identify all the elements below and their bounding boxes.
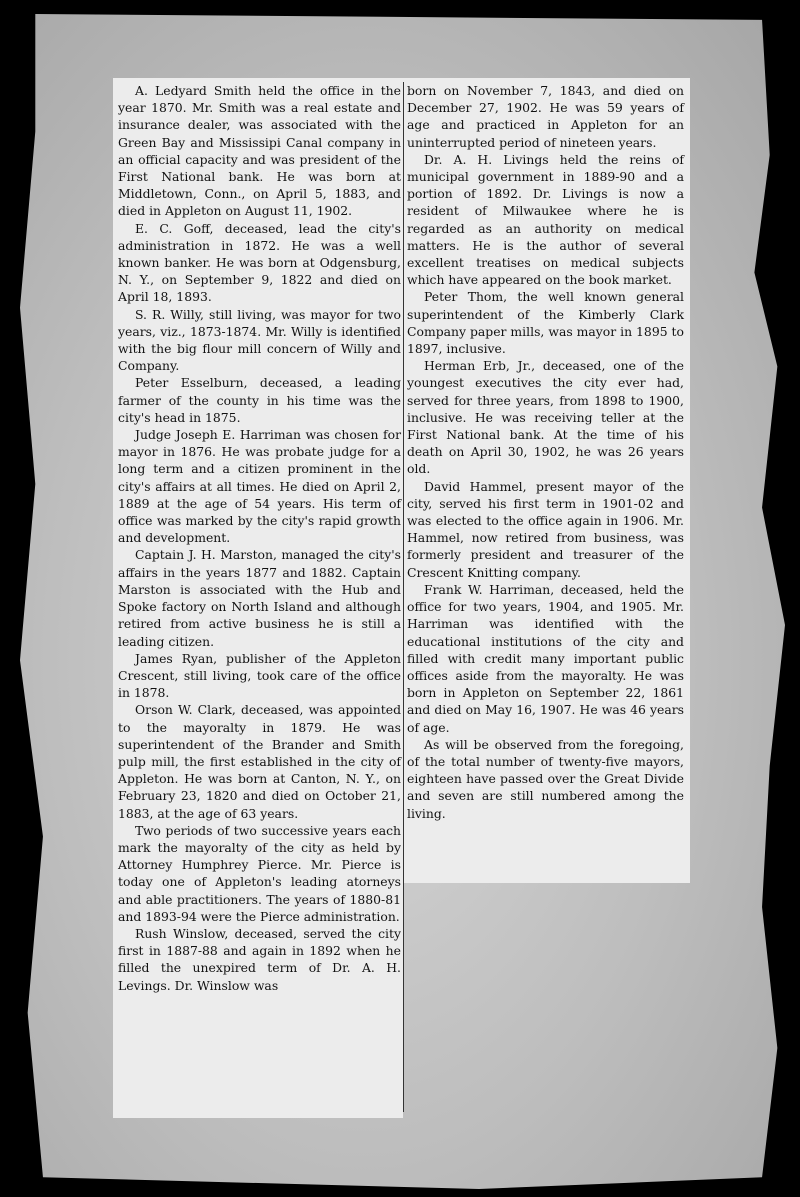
paragraph: E. C. Goff, deceased, lead the city's administration in 1872. He was a well known banker. He was born at Odgensburg, N. Y., on September 9, 1822 and died on April 18, 1893.	[118, 220, 401, 305]
paragraph: Judge Joseph E. Harriman was chosen for mayor in 1876. He was probate judge for a long term and a citizen prominent in the city's affairs at all times. He died on April 2, 1889 at the age of 54 years. His term of office was marked by the city's rapid growth and development.	[118, 427, 401, 546]
paragraph: A. Ledyard Smith held the office in the year 1870. Mr. Smith was a real estate and insurance dealer, was associated with the Green Bay and Mississipi Canal company in an official capacity and was president of the First National bank. He was born at Middletown, Conn., on April 5, 1883, and died in Appleton on August 11, 1902.	[118, 83, 401, 219]
paragraph: Dr. A. H. Livings held the reins of municipal government in 1889-90 and a portion of 1892. Dr. Livings is now a resident of Milwaukee where he is regarded as an authority on medical matters. He is the author of several excellent treatises on medical subjects which have appeared on the book market.	[407, 151, 684, 288]
left-column	[118, 82, 401, 994]
paragraph: Peter Thom, the well known general superintendent of the Kimberly Clark Company paper mills, was mayor in 1895 to 1897, inclusive.	[407, 289, 684, 357]
paragraph: born on November 7, 1843, and died on December 27, 1902. He was 59 years of age and practiced in Appleton for an uninterrupted period of nineteen years.	[407, 83, 684, 150]
column-divider	[403, 82, 404, 1112]
right-column	[407, 82, 684, 822]
paragraph: David Hammel, present mayor of the city, served his first term in 1901-02 and was elected to the office again in 1906. Mr. Hammel, now retired from business, was formerly president and treasurer of the Crescent Knitting company.	[407, 478, 684, 580]
paragraph: Peter Esselburn, deceased, a leading farmer of the county in his time was the city's head in 1875.	[118, 375, 401, 425]
paragraph: Two periods of two successive years each mark the mayoralty of the city as held by Attorney Humphrey Pierce. Mr. Pierce is today one of Appleton's leading atorneys and able practitioners. The years of 1880-81 and 1893-94 were the Pierce administration.	[118, 822, 401, 924]
paragraph: As will be observed from the foregoing, of the total number of twenty-five mayors, eighteen have passed over the Great Divide and seven are still numbered among the living.	[407, 736, 684, 821]
paragraph: S. R. Willy, still living, was mayor for two years, viz., 1873-1874. Mr. Willy is identified with the big flour mill concern of Willy and Company.	[118, 306, 401, 374]
paragraph: Rush Winslow, deceased, served the city first in 1887-88 and again in 1892 when he filled the unexpired term of Dr. A. H. Levings. Dr. Winslow was	[118, 925, 401, 993]
paragraph: Captain J. H. Marston, managed the city's affairs in the years 1877 and 1882. Captain Marston is associated with the Hub and Spoke factory on North Island and although retired from active business he is still a leading citizen.	[118, 547, 401, 649]
paragraph: James Ryan, publisher of the Appleton Crescent, still living, took care of the office in 1878.	[118, 650, 401, 701]
paragraph: Herman Erb, Jr., deceased, one of the youngest executives the city ever had, served for three years, from 1898 to 1900, inclusive. He was receiving teller at the First National bank. At the time of his death on April 30, 1902, he was 26 years old.	[407, 358, 684, 477]
paragraph: Orson W. Clark, deceased, was appointed to the mayoralty in 1879. He was superintendent of the Brander and Smith pulp mill, the first established in the city of Appleton. He was born at Canton, N. Y., on February 23, 1820 and died on October 21, 1883, at the age of 63 years.	[118, 702, 401, 821]
paragraph: Frank W. Harriman, deceased, held the office for two years, 1904, and 1905. Mr. Harriman was identified with the educational institutions of the city and filled with credit many important public offices aside from the mayoralty. He was born in Appleton on September 22, 1861 and died on May 16, 1907. He was 46 years of age.	[407, 581, 684, 735]
